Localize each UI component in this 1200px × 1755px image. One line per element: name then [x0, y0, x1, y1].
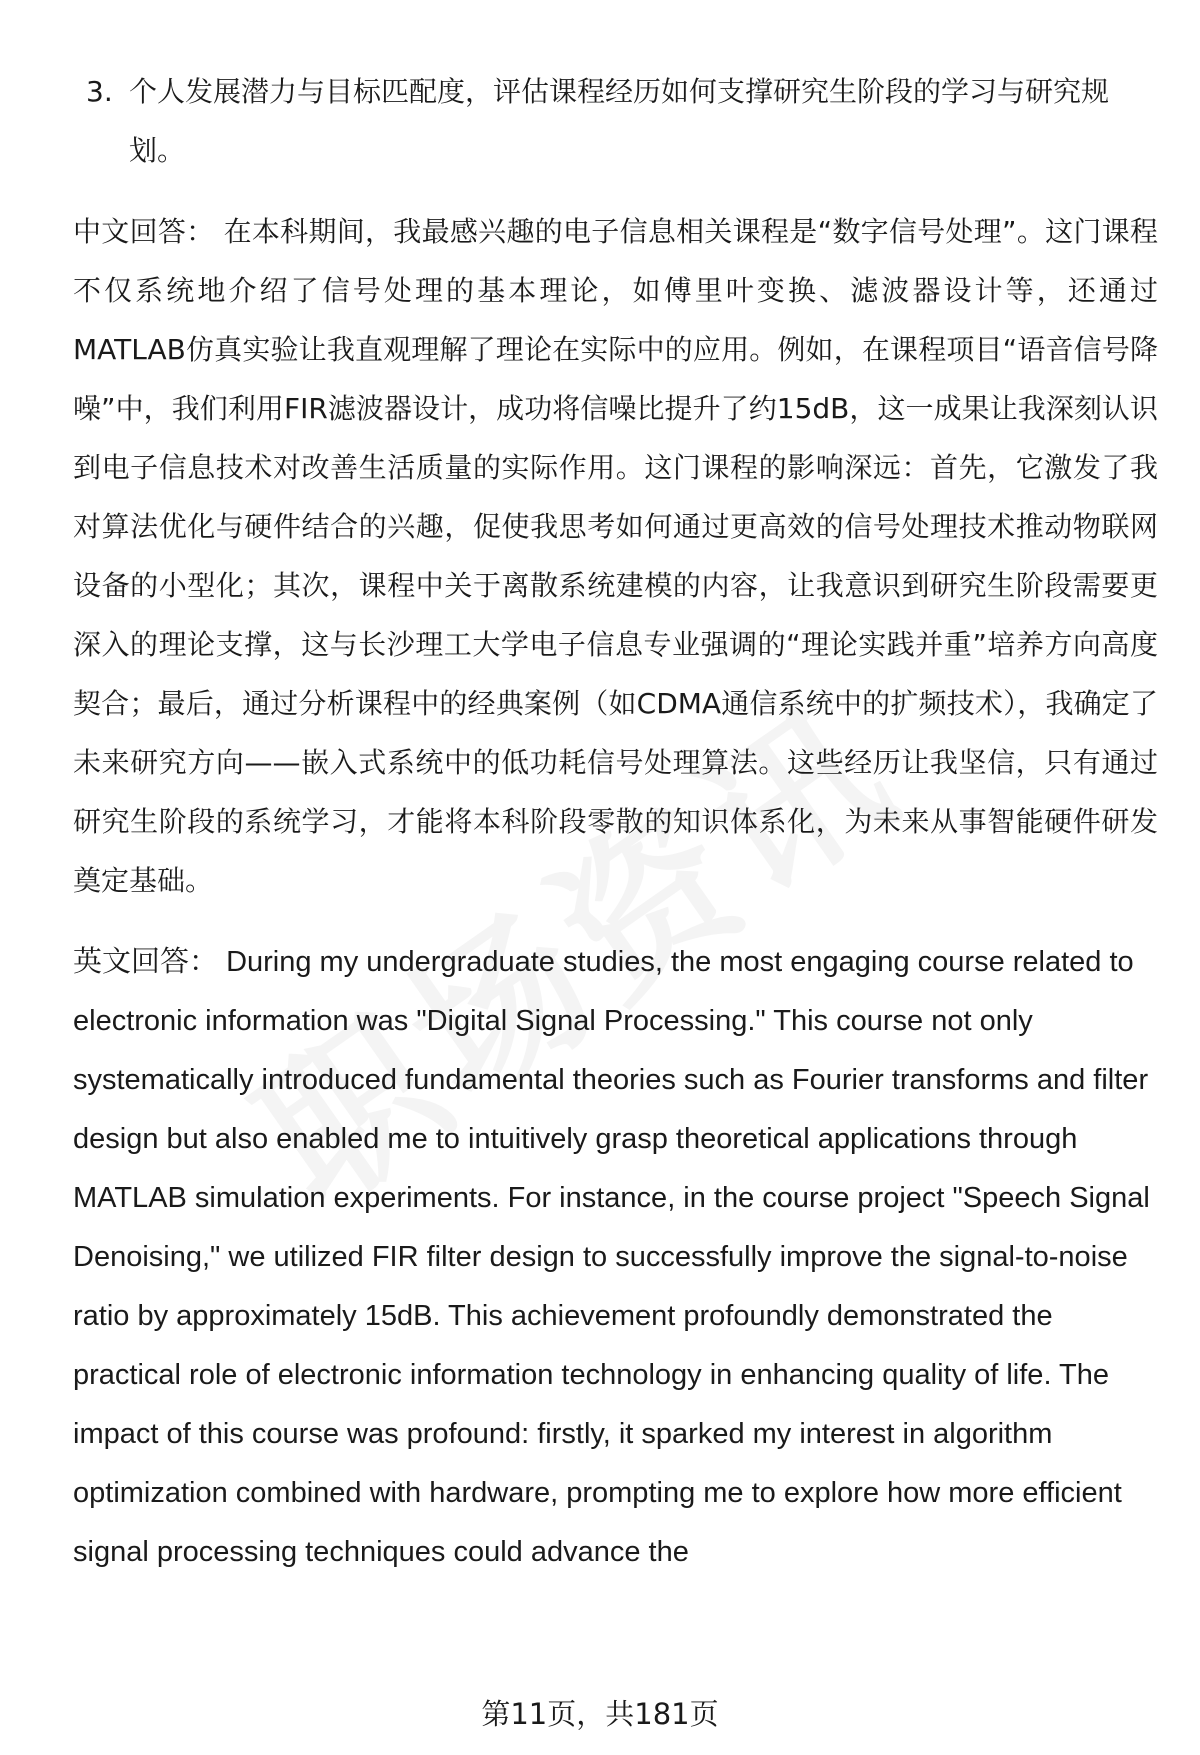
english-answer-text: During my undergraduate studies, the most engaging course related to electronic information was "Digital Signal Processing." This course not only systematically introduced fundamental theories such as Fourier transforms and filter design but also enabled me to intuitively grasp theoretical applications through MATLAB simulation experiments. For instance, in the course project "Speech Signal Denoising," we utilized FIR filter design to successfully improve the signal-to-noise ratio by approximately 15dB. This achievement profoundly demonstrated the practical role of electronic information technology in enhancing quality of life. The impact of this course was profound: firstly, it sparked my interest in algorithm optimization combined with hardware, prompting me to explore how more efficient signal processing techniques could advance the — [73, 946, 1150, 1568]
question-item — [86, 62, 1158, 180]
page-content — [73, 62, 1158, 1582]
chinese-answer — [73, 202, 1158, 910]
chinese-answer-text: 在本科期间，我最感兴趣的电子信息相关课程是“数字信号处理”。这门课程不仅系统地介绍了信号处理的基本理论，如傅里叶变换、滤波器设计等，还通过MATLAB仿真实验让我直观理解了理论在实际中的应用。例如，在课程项目“语音信号降噪”中，我们利用FIR滤波器设计，成功将信噪比提升了约15dB，这一成果让我深刻认识到电子信息技术对改善生活质量的实际作用。这门课程的影响深远：首先，它激发了我对算法优化与硬件结合的兴趣，促使我思考如何通过更高效的信号处理技术推动物联网设备的小型化；其次，课程中关于离散系统建模的内容，让我意识到研究生阶段需要更深入的理论支撑，这与长沙理工大学电子信息专业强调的“理论实践并重”培养方向高度契合；最后，通过分析课程中的经典案例（如CDMA通信系统中的扩频技术），我确定了未来研究方向——嵌入式系统中的低功耗信号处理算法。这些经历让我坚信，只有通过研究生阶段的系统学习，才能将本科阶段零散的知识体系化，为未来从事智能硬件研发奠定基础。 — [73, 215, 1158, 897]
question-text: 个人发展潜力与目标匹配度，评估课程经历如何支撑研究生阶段的学习与研究规划。 — [129, 75, 1110, 167]
english-answer-label: 英文回答： — [73, 944, 219, 978]
page-number-footer: 第11页，共181页 — [481, 1697, 719, 1731]
question-number: 3. — [86, 75, 113, 108]
english-answer — [73, 932, 1158, 1582]
chinese-answer-label: 中文回答： — [73, 215, 215, 248]
